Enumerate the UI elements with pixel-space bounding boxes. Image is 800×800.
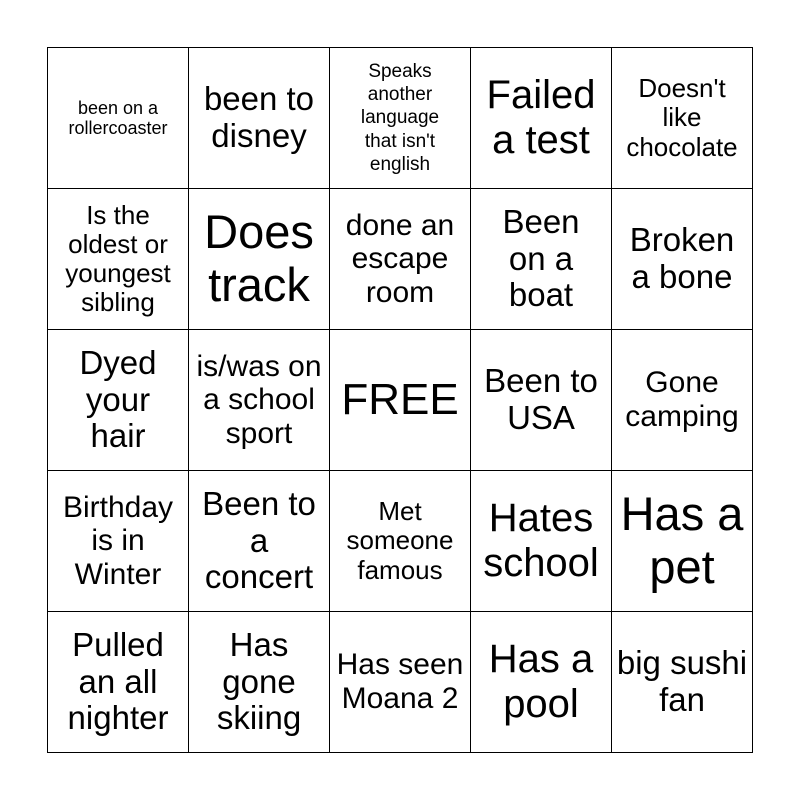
cell-text: been on a rollercoaster [68,97,168,138]
bingo-cell[interactable] [48,330,189,471]
bingo-cell[interactable] [612,471,753,612]
cell-text: Been on a boat [502,202,580,314]
cell-text: Met someone famous [346,496,454,585]
bingo-cell[interactable] [189,330,330,471]
bingo-cell[interactable] [471,471,612,612]
bingo-cell[interactable] [48,612,189,753]
bingo-cell[interactable] [189,48,330,189]
bingo-cell[interactable] [48,48,189,189]
bingo-cell[interactable] [330,471,471,612]
bingo-cell[interactable] [189,612,330,753]
cell-text: Speaks another language that isn't english [360,61,440,175]
cell-text: Failed a test [486,73,596,162]
cell-text: Has seen Moana 2 [336,648,464,715]
cell-text: Gone camping [625,366,739,433]
cell-text: Been to a concert [202,484,316,596]
cell-text: been to disney [203,80,315,154]
free-text: FREE [341,375,459,425]
cell-text: big sushi fan [616,644,748,718]
cell-text: Has a pet [620,487,744,593]
cell-text: Does track [204,205,314,311]
cell-text: Has gone skiing [216,625,302,737]
bingo-cell[interactable] [612,48,753,189]
bingo-cell[interactable] [189,471,330,612]
bingo-cell[interactable] [330,189,471,330]
bingo-cell[interactable] [471,330,612,471]
bingo-cell[interactable] [471,189,612,330]
bingo-cell[interactable] [612,330,753,471]
bingo-cell[interactable] [612,189,753,330]
cell-text: Broken a bone [629,221,735,295]
bingo-cell[interactable] [471,48,612,189]
free-cell[interactable] [330,330,471,471]
cell-text: Been to USA [484,362,598,436]
cell-text: done an escape room [345,208,455,309]
bingo-cell[interactable] [48,471,189,612]
cell-text: Pulled an all nighter [67,625,169,737]
cell-text: Hates school [483,496,599,585]
bingo-cell[interactable] [330,612,471,753]
bingo-cell[interactable] [189,189,330,330]
bingo-cell[interactable] [330,48,471,189]
cell-text: Doesn't like chocolate [626,73,738,162]
bingo-board [47,47,753,753]
cell-text: Has a pool [488,637,594,726]
cell-text: Birthday is in Winter [62,490,174,591]
bingo-cell[interactable] [471,612,612,753]
cell-text: is/was on a school sport [196,349,322,450]
cell-text: Is the oldest or youngest sibling [65,199,171,318]
bingo-cell[interactable] [612,612,753,753]
cell-text: Dyed your hair [79,343,157,455]
bingo-cell[interactable] [48,189,189,330]
